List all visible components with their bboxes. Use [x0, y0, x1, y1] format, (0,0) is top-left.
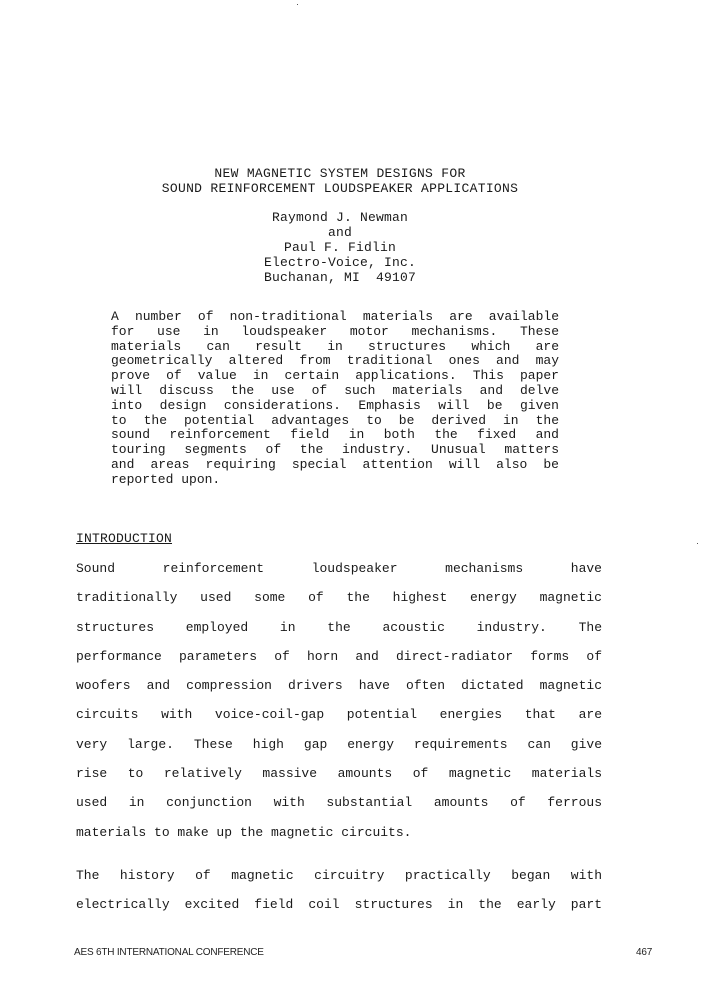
footer-conference: AES 6TH INTERNATIONAL CONFERENCE	[74, 947, 264, 958]
footer-page-number: 467	[636, 947, 653, 958]
body-line: electrically excited field coil structures in the early part	[76, 897, 602, 913]
scan-speck	[297, 4, 298, 5]
body-line: traditionally used some of the highest energy magnetic	[76, 590, 602, 606]
author-2: Paul F. Fidlin	[283, 240, 397, 255]
abstract-line: for use in loudspeaker motor mechanisms. These	[111, 323, 559, 339]
scan-speck	[697, 543, 698, 544]
author-block	[0, 210, 680, 285]
title-line-1: NEW MAGNETIC SYSTEM DESIGNS FOR	[214, 166, 466, 181]
location: Buchanan, MI 49107	[263, 270, 417, 285]
author-conjunction: and	[327, 225, 352, 240]
body-line: circuits with voice-coil-gap potential energies that are	[76, 707, 602, 723]
abstract-line: materials can result in structures which are	[111, 338, 559, 354]
abstract-line: A number of non-traditional materials are available	[111, 309, 559, 324]
body-line: structures employed in the acoustic industry. The	[76, 619, 602, 635]
paper-title	[0, 166, 680, 196]
body-line: used in conjunction with substantial amounts of ferrous	[76, 795, 602, 811]
introduction-paragraph-2	[76, 867, 602, 926]
abstract-line: touring segments of the industry. Unusual matters	[111, 442, 559, 458]
abstract-line: geometrically altered from traditional ones and may	[111, 353, 559, 369]
section-heading-introduction: INTRODUCTION	[76, 531, 173, 546]
introduction-paragraph-1	[76, 560, 602, 853]
abstract-line: to the potential advantages to be derived in the	[111, 412, 559, 428]
abstract-line: reported upon.	[111, 471, 221, 487]
body-line: woofers and compression drivers have often dictated magnetic	[76, 678, 602, 694]
abstract-line: into design considerations. Emphasis will be given	[111, 397, 559, 413]
abstract	[111, 310, 559, 488]
abstract-line: prove of value in certain applications. This paper	[111, 368, 559, 384]
body-line: Sound reinforcement loudspeaker mechanisms have	[76, 561, 602, 576]
body-line: performance parameters of horn and direct-radiator forms of	[76, 648, 602, 664]
author-1: Raymond J. Newman	[271, 210, 409, 225]
abstract-line: sound reinforcement field in both the fixed and	[111, 427, 559, 443]
affiliation: Electro-Voice, Inc.	[263, 255, 417, 270]
body-line: rise to relatively massive amounts of magnetic materials	[76, 766, 602, 782]
title-line-2: SOUND REINFORCEMENT LOUDSPEAKER APPLICATIONS	[161, 181, 519, 196]
body-line: The history of magnetic circuitry practically began with	[76, 868, 602, 883]
body-line: materials to make up the magnetic circuits.	[76, 824, 412, 840]
body-line: very large. These high gap energy requirements can give	[76, 736, 602, 752]
abstract-line: will discuss the use of such materials and delve	[111, 382, 559, 398]
abstract-line: and areas requiring special attention will also be	[111, 456, 559, 472]
